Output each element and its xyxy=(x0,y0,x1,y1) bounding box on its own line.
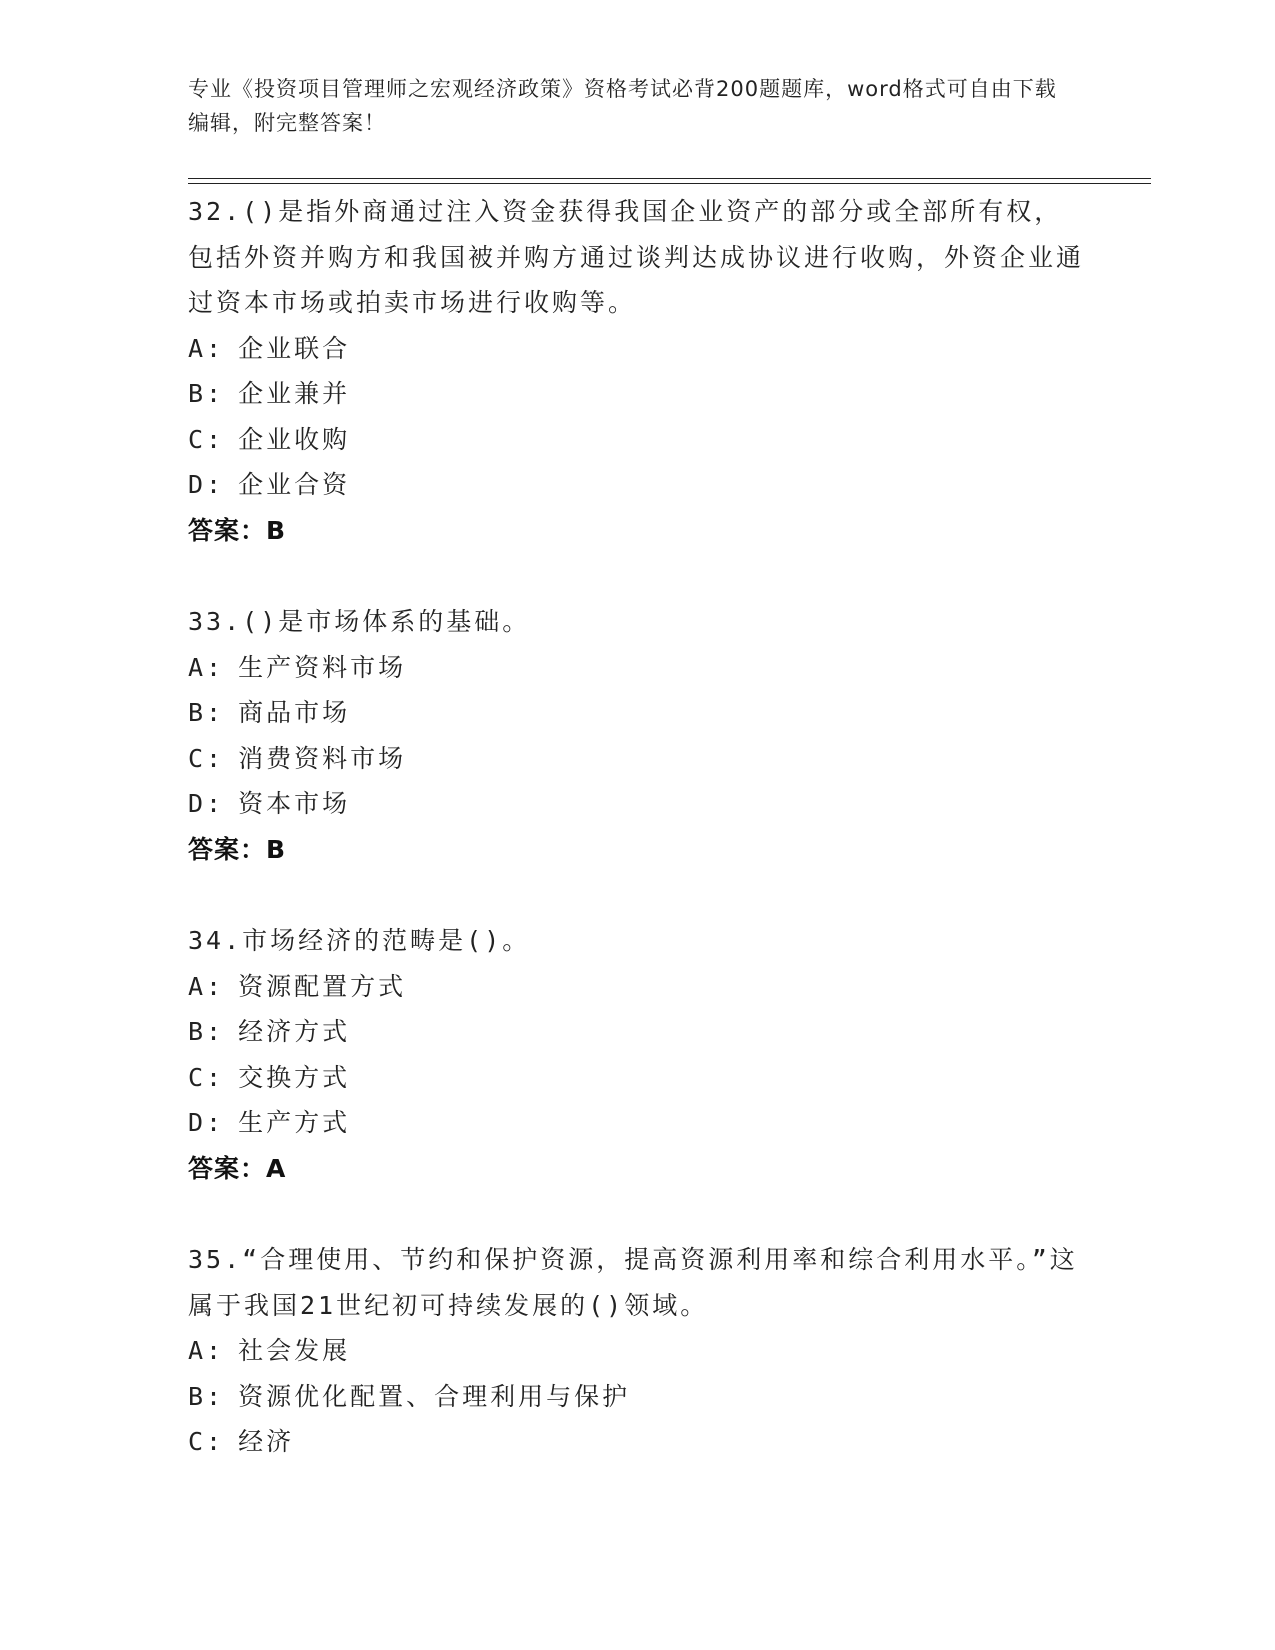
option-text: 生产方式 xyxy=(238,1108,351,1137)
option-letter: B: xyxy=(188,379,225,408)
question-32 xyxy=(188,189,1088,553)
question-spacer xyxy=(188,553,1088,599)
option-text: 企业收购 xyxy=(238,424,351,454)
answer-value: B xyxy=(266,515,287,545)
option-list xyxy=(188,964,1088,1146)
option-a xyxy=(188,964,1088,1010)
option-list xyxy=(188,645,1088,827)
option-letter: D: xyxy=(188,789,225,818)
answer-label: 答案： xyxy=(188,834,267,864)
option-letter: C: xyxy=(188,743,225,773)
option-text: 资源配置方式 xyxy=(238,971,407,1001)
option-text: 社会发展 xyxy=(238,1336,351,1365)
question-stem: 33.()是市场体系的基础。 xyxy=(188,607,531,636)
answer-line xyxy=(188,508,1088,554)
option-c xyxy=(188,1055,1088,1101)
option-letter: B: xyxy=(188,1381,225,1411)
option-text: 生产资料市场 xyxy=(238,652,407,682)
document-header: 专业《投资项目管理师之宏观经济政策》资格考试必背200题题库，word格式可自由下载编辑，附完整答案！ xyxy=(188,77,1057,135)
answer-value: B xyxy=(266,834,287,864)
answer-value: A xyxy=(266,1153,287,1183)
question-stem: 35.“合理使用、节约和保护资源，提高资源利用率和综合利用水平。”这属于我国21世纪初可持续发展的()领域。 xyxy=(188,1245,1078,1320)
question-35 xyxy=(188,1237,1088,1465)
option-d xyxy=(188,781,1088,827)
option-d xyxy=(188,462,1088,508)
option-text: 资源优化配置、合理利用与保护 xyxy=(238,1381,631,1411)
question-33 xyxy=(188,599,1088,872)
option-list xyxy=(188,1328,1088,1465)
option-list xyxy=(188,326,1088,508)
question-list xyxy=(188,189,1088,1465)
option-letter: A: xyxy=(188,333,225,363)
answer-label: 答案： xyxy=(188,1153,267,1183)
answer-label: 答案： xyxy=(188,515,267,545)
option-c xyxy=(188,417,1088,463)
option-letter: C: xyxy=(188,1062,225,1092)
option-text: 资本市场 xyxy=(238,789,351,818)
option-c xyxy=(188,1419,1088,1465)
question-stem: 34.市场经济的范畴是()。 xyxy=(188,926,531,955)
option-a xyxy=(188,645,1088,691)
option-letter: B: xyxy=(188,698,225,727)
option-b xyxy=(188,690,1088,736)
option-b xyxy=(188,1009,1088,1055)
header-divider-bottom xyxy=(188,183,1151,184)
option-text: 交换方式 xyxy=(238,1062,351,1092)
option-text: 消费资料市场 xyxy=(238,743,407,773)
option-a xyxy=(188,326,1088,372)
option-text: 经济方式 xyxy=(238,1017,351,1046)
option-text: 商品市场 xyxy=(238,698,351,727)
option-text: 企业兼并 xyxy=(238,379,351,408)
option-letter: C: xyxy=(188,1427,225,1456)
option-text: 企业合资 xyxy=(238,470,351,499)
option-letter: D: xyxy=(188,1108,225,1137)
option-letter: D: xyxy=(188,470,225,499)
question-spacer xyxy=(188,872,1088,918)
header-divider-top xyxy=(188,178,1151,179)
question-stem: 32.()是指外商通过注入资金获得我国企业资产的部分或全部所有权，包括外资并购方和我国被并购方通过谈判达成协议进行收购，外资企业通过资本市场或拍卖市场进行收购等。 xyxy=(188,197,1085,317)
answer-line xyxy=(188,1146,1088,1192)
option-text: 经济 xyxy=(238,1427,295,1456)
option-c xyxy=(188,736,1088,782)
option-letter: A: xyxy=(188,971,225,1001)
option-letter: C: xyxy=(188,424,225,454)
option-a xyxy=(188,1328,1088,1374)
option-d xyxy=(188,1100,1088,1146)
option-letter: A: xyxy=(188,1336,225,1365)
option-letter: B: xyxy=(188,1017,225,1046)
option-b xyxy=(188,371,1088,417)
question-spacer xyxy=(188,1191,1088,1237)
option-letter: A: xyxy=(188,652,225,682)
option-text: 企业联合 xyxy=(238,333,351,363)
answer-line xyxy=(188,827,1088,873)
question-34 xyxy=(188,918,1088,1191)
option-b xyxy=(188,1374,1088,1420)
